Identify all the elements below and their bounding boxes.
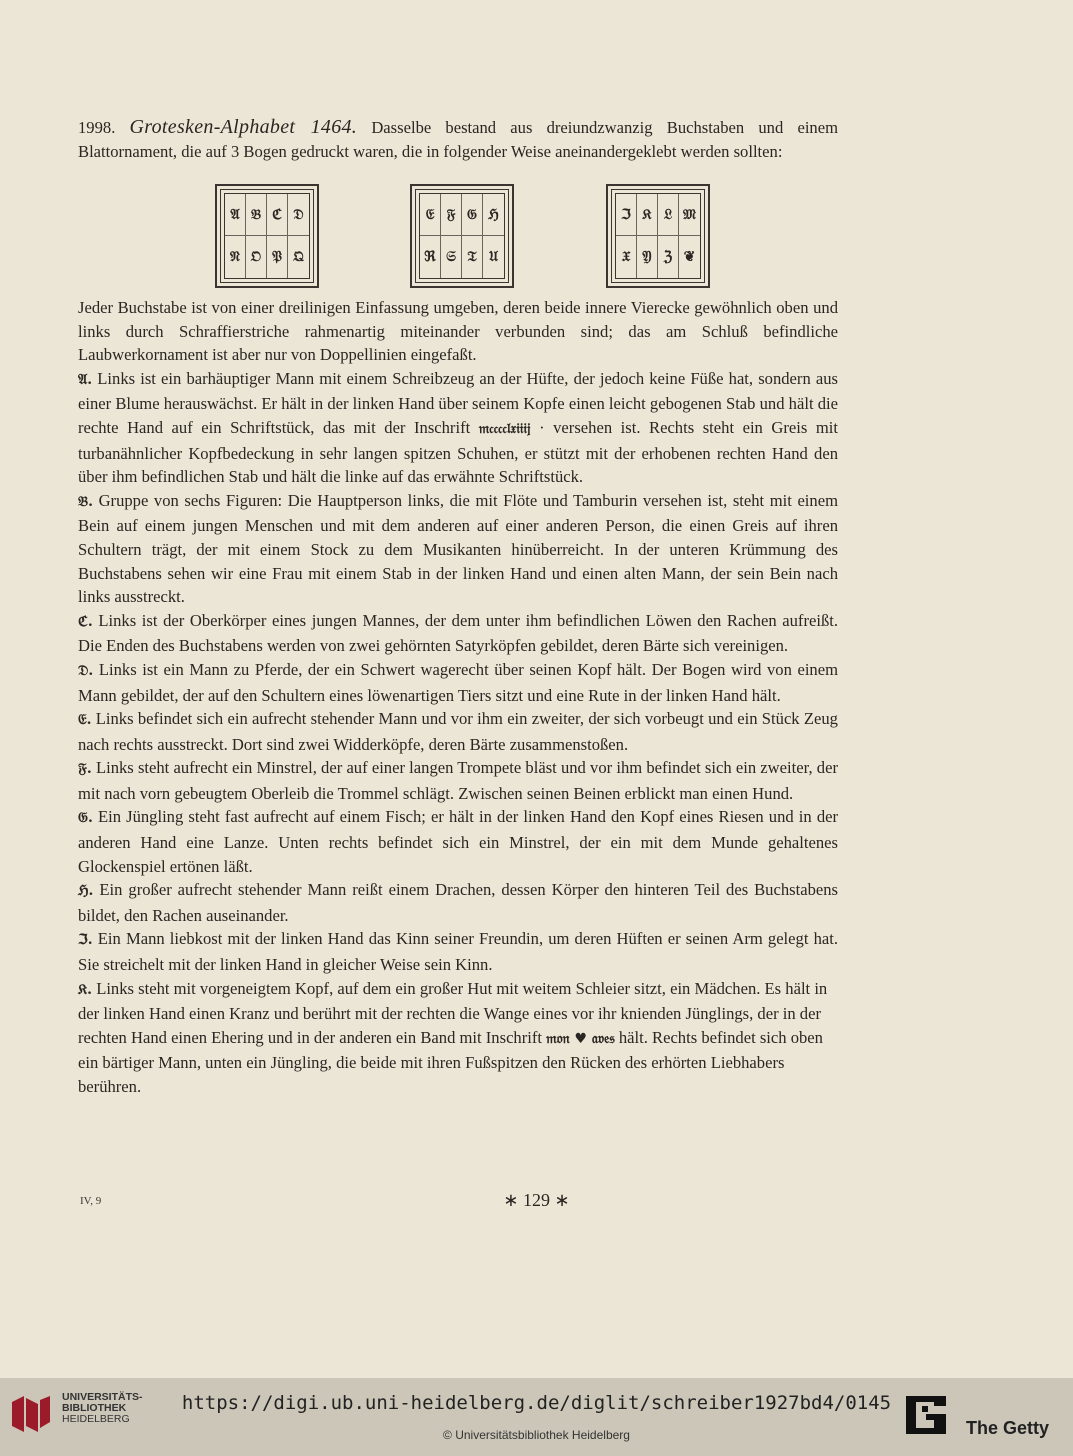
letter-cell: ℜ — [420, 236, 441, 278]
initial-e: 𝔈. — [78, 712, 92, 729]
entry-intro-text: Dasselbe bestand aus dreiundzwanzig Buchstaben und einem Blattornament, die auf 3 Bogen gedruckt waren, die in folgender Weise aneinandergeklebt werden sollten: — [78, 118, 839, 161]
ornament-cell: ❦ — [683, 249, 696, 265]
body-text — [78, 296, 838, 1099]
letter-cell: 𝔗 — [462, 236, 483, 278]
sheet-grid-1-frame — [220, 189, 314, 283]
letter-cell: 𝔉 — [441, 194, 462, 236]
page-number: ∗ 129 ∗ — [503, 1190, 570, 1210]
entry-intro — [78, 116, 838, 163]
paragraph-f — [78, 756, 838, 805]
paragraph-intro: Jeder Buchstabe ist von einer dreilinigen Einfassung umgeben, deren beide innere Vierecke gewöhnlich oben und links durch Schraffierstriche rahmenartig miteinander verbunden sind; das am Schluß befindliche Laubwerkornament ist aber nur von Doppellinien eingefaßt. — [78, 298, 838, 365]
paragraph-f-text: Links steht aufrecht ein Minstrel, der auf einer langen Trompete bläst und vor ihm befindet sich ein zweiter, der mit nach vorn gebeugtem Oberleib die Trommel schlägt. Zwischen seinen Beinen erblickt man einen Hund. — [78, 758, 839, 803]
letter-cell: 𝔔 — [293, 249, 304, 265]
initial-i: ℑ. — [78, 932, 93, 949]
letter-cell: 𝔐 — [679, 194, 700, 236]
entry-heading — [78, 116, 838, 163]
sheet-grid-3-cells — [615, 193, 701, 279]
initial-c: ℭ. — [78, 613, 93, 630]
letter-cell: 𝔇 — [288, 194, 309, 236]
sheet-grid-3 — [606, 184, 710, 288]
paragraph-g-text: Ein Jüngling steht fast aufrecht auf einem Fisch; er hält in der linken Hand den Kopf eines Riesen und in der anderen Hand eine Lanze. Unten rechts befindet sich ein Minstrel, der ein mit dem Munde gehaltenes Glockenspiel ertönen läßt. — [78, 807, 839, 876]
letter-cell: 𝔒 — [246, 236, 267, 278]
letter-cell: ℨ — [658, 236, 679, 278]
inscription-k: 𝔪𝔬𝔫 ♥ 𝔞𝔳𝔢𝔰 — [546, 1030, 615, 1047]
initial-a: 𝔄. — [78, 371, 93, 388]
permalink-url[interactable]: https://digi.ub.uni-heidelberg.de/diglit/schreiber1927bd4/0145 — [181, 1392, 892, 1414]
initial-f: 𝔉. — [78, 761, 92, 778]
letter-cell: 𝔄 — [225, 194, 246, 236]
letter-cell: 𝔏 — [658, 194, 679, 236]
paragraph-c — [78, 609, 838, 658]
paragraph-e-text: Links befindet sich ein aufrecht stehender Mann und vor ihm ein zweiter, der sich vorbeugt und ein Stück Zeug nach rechts ausstreckt. Dort sind zwei Widderköpfe, deren Bärte zusammenstoßen. — [78, 709, 838, 754]
sheet-grid-2-cells — [419, 193, 505, 279]
initial-h: ℌ. — [78, 883, 94, 900]
paragraph-d-text: Links ist ein Mann zu Pferde, der ein Schwert wagerecht über seinen Kopf hält. Der Bogen wird von einem Mann gebildet, der auf den Schultern eines löwenartigen Tiers sitzt und eine Rute in der linken Hand hält. — [78, 659, 838, 705]
paragraph-i-text: Ein Mann liebkost mit der linken Hand das Kinn seiner Freundin, um deren Hüften er seinen Arm gelegt hat. Sie streichelt mit der linken Hand in gleicher Weise sein Kinn. — [78, 929, 838, 975]
paragraph-a-text: Links ist ein barhäuptiger Mann mit einem Schreibzeug an der Hüfte, der jedoch keine Füße hat, sondern aus einer Blume herauswächst. Er hält in der linken Hand über seinem Kopfe einen leicht gebogenen Stab und hält die rechte Hand auf ein Schriftstück, das mit der Inschrift — [78, 368, 838, 437]
paragraph-i — [78, 927, 838, 976]
paragraph-k-text: Links steht mit vorgeneigtem Kopf, auf dem ein großer Hut mit weitem Schleier sitzt, ein Mädchen. Es hält in der linken Hand einen Kranz und berührt mit der rechten die Wange eines vor ihr knienden Jünglings, der in der rechten Hand einen Ehering und in der anderen ein Band mit Inschrift — [78, 978, 828, 1047]
paragraph-a-text-cont: · versehen ist. Rechts steht ein Greis mit turbanähnlicher Kopfbedeckung in sehr langen spitzen Schuhen, er stützt mit der erhobenen rechten Hand den über ihm befindlichen Stab und hält die linke auf das erwähnte Schriftstück. — [78, 417, 838, 487]
library-name-line2: BIBLIOTHEK — [62, 1402, 127, 1414]
letter-cell: 𝔅 — [246, 194, 267, 236]
sheet-layout-diagram — [0, 184, 1073, 292]
sheet-grid-3-frame — [611, 189, 705, 283]
paragraph-k-text-cont: hält. Rechts befindet sich oben ein bärtiger Mann, unten ein Jüngling, die beide mit ihren Fußspitzen den Rücken des erhörten Liebhabers berühren. — [78, 1027, 823, 1096]
entry-number: 1998. — [78, 118, 116, 137]
getty-logo-icon — [902, 1392, 950, 1438]
initial-b: 𝔅. — [78, 493, 93, 510]
paragraph-h-text: Ein großer aufrecht stehender Mann reißt einem Drachen, dessen Körper den hinteren Teil des Buchstabens bildet, den Rachen auseinander. — [78, 880, 838, 925]
viewer-footer-bar — [0, 1378, 1073, 1456]
initial-d: 𝔇. — [78, 662, 94, 679]
library-name-line1: UNIVERSITÄTS- — [62, 1391, 143, 1403]
letter-cell: 𝔎 — [637, 194, 658, 236]
signature-mark: IV, 9 — [80, 1195, 102, 1207]
paragraph-h — [78, 878, 838, 927]
letter-cell: 𝔈 — [420, 194, 441, 236]
sheet-grid-2 — [410, 184, 514, 288]
letter-cell: ℌ — [483, 194, 504, 236]
sheet-grid-2-frame — [415, 189, 509, 283]
paragraph-b — [78, 489, 838, 609]
paragraph-a — [78, 367, 838, 489]
letter-cell: 𝔊 — [462, 194, 483, 236]
letter-cell: 𝔜 — [637, 236, 658, 278]
letter-cell: 𝔑 — [225, 236, 246, 278]
letter-cell: 𝔛 — [616, 236, 637, 278]
partner-name: The Getty — [966, 1418, 1050, 1438]
paragraph-c-text: Links ist der Oberkörper eines jungen Mannes, der dem unter ihm befindlichen Löwen den Rachen aufreißt. Die Enden des Buchstabens werden von zwei gehörnten Satyrköpfen gebildet, deren Bärte sich vereinigen. — [78, 610, 839, 656]
initial-k: 𝔎. — [78, 981, 93, 998]
entry-title: Grotesken-Alphabet 1464. — [129, 116, 358, 138]
paragraph-e — [78, 707, 838, 756]
copyright-text: © Universitätsbibliothek Heidelberg — [443, 1428, 630, 1442]
letter-cell: ℭ — [267, 194, 288, 236]
inscription-a: 𝔪𝔠𝔠𝔠𝔠𝔩𝔵𝔦𝔦𝔦𝔧 — [478, 420, 531, 437]
paragraph-b-text: Gruppe von sechs Figuren: Die Hauptperson links, die mit Flöte und Tamburin versehen ist, steht mit einem Bein auf einem jungen Menschen und mit dem anderen auf einer anderen Person, die einen Greis auf ihren Schultern trägt, der mit einem Stock zu dem Musikanten hinüberreicht. In der unteren Krümmung des Buchstabens sehen wir eine Frau mit einem Stab in der linken Hand und einen alten Mann, der sein Bein nach links ausstreckt. — [78, 490, 838, 607]
letter-cell: 𝔖 — [441, 236, 462, 278]
sheet-grid-1-cells — [224, 193, 310, 279]
paragraph-d — [78, 658, 838, 707]
paragraph-g — [78, 805, 838, 878]
letter-cell: 𝔘 — [488, 249, 498, 265]
library-name-line3: HEIDELBERG — [62, 1413, 130, 1425]
initial-g: 𝔊. — [78, 810, 93, 827]
paragraph-k — [78, 977, 838, 1099]
letter-cell: ℑ — [616, 194, 637, 236]
sheet-grid-1 — [215, 184, 319, 288]
letter-cell: 𝔓 — [267, 236, 288, 278]
